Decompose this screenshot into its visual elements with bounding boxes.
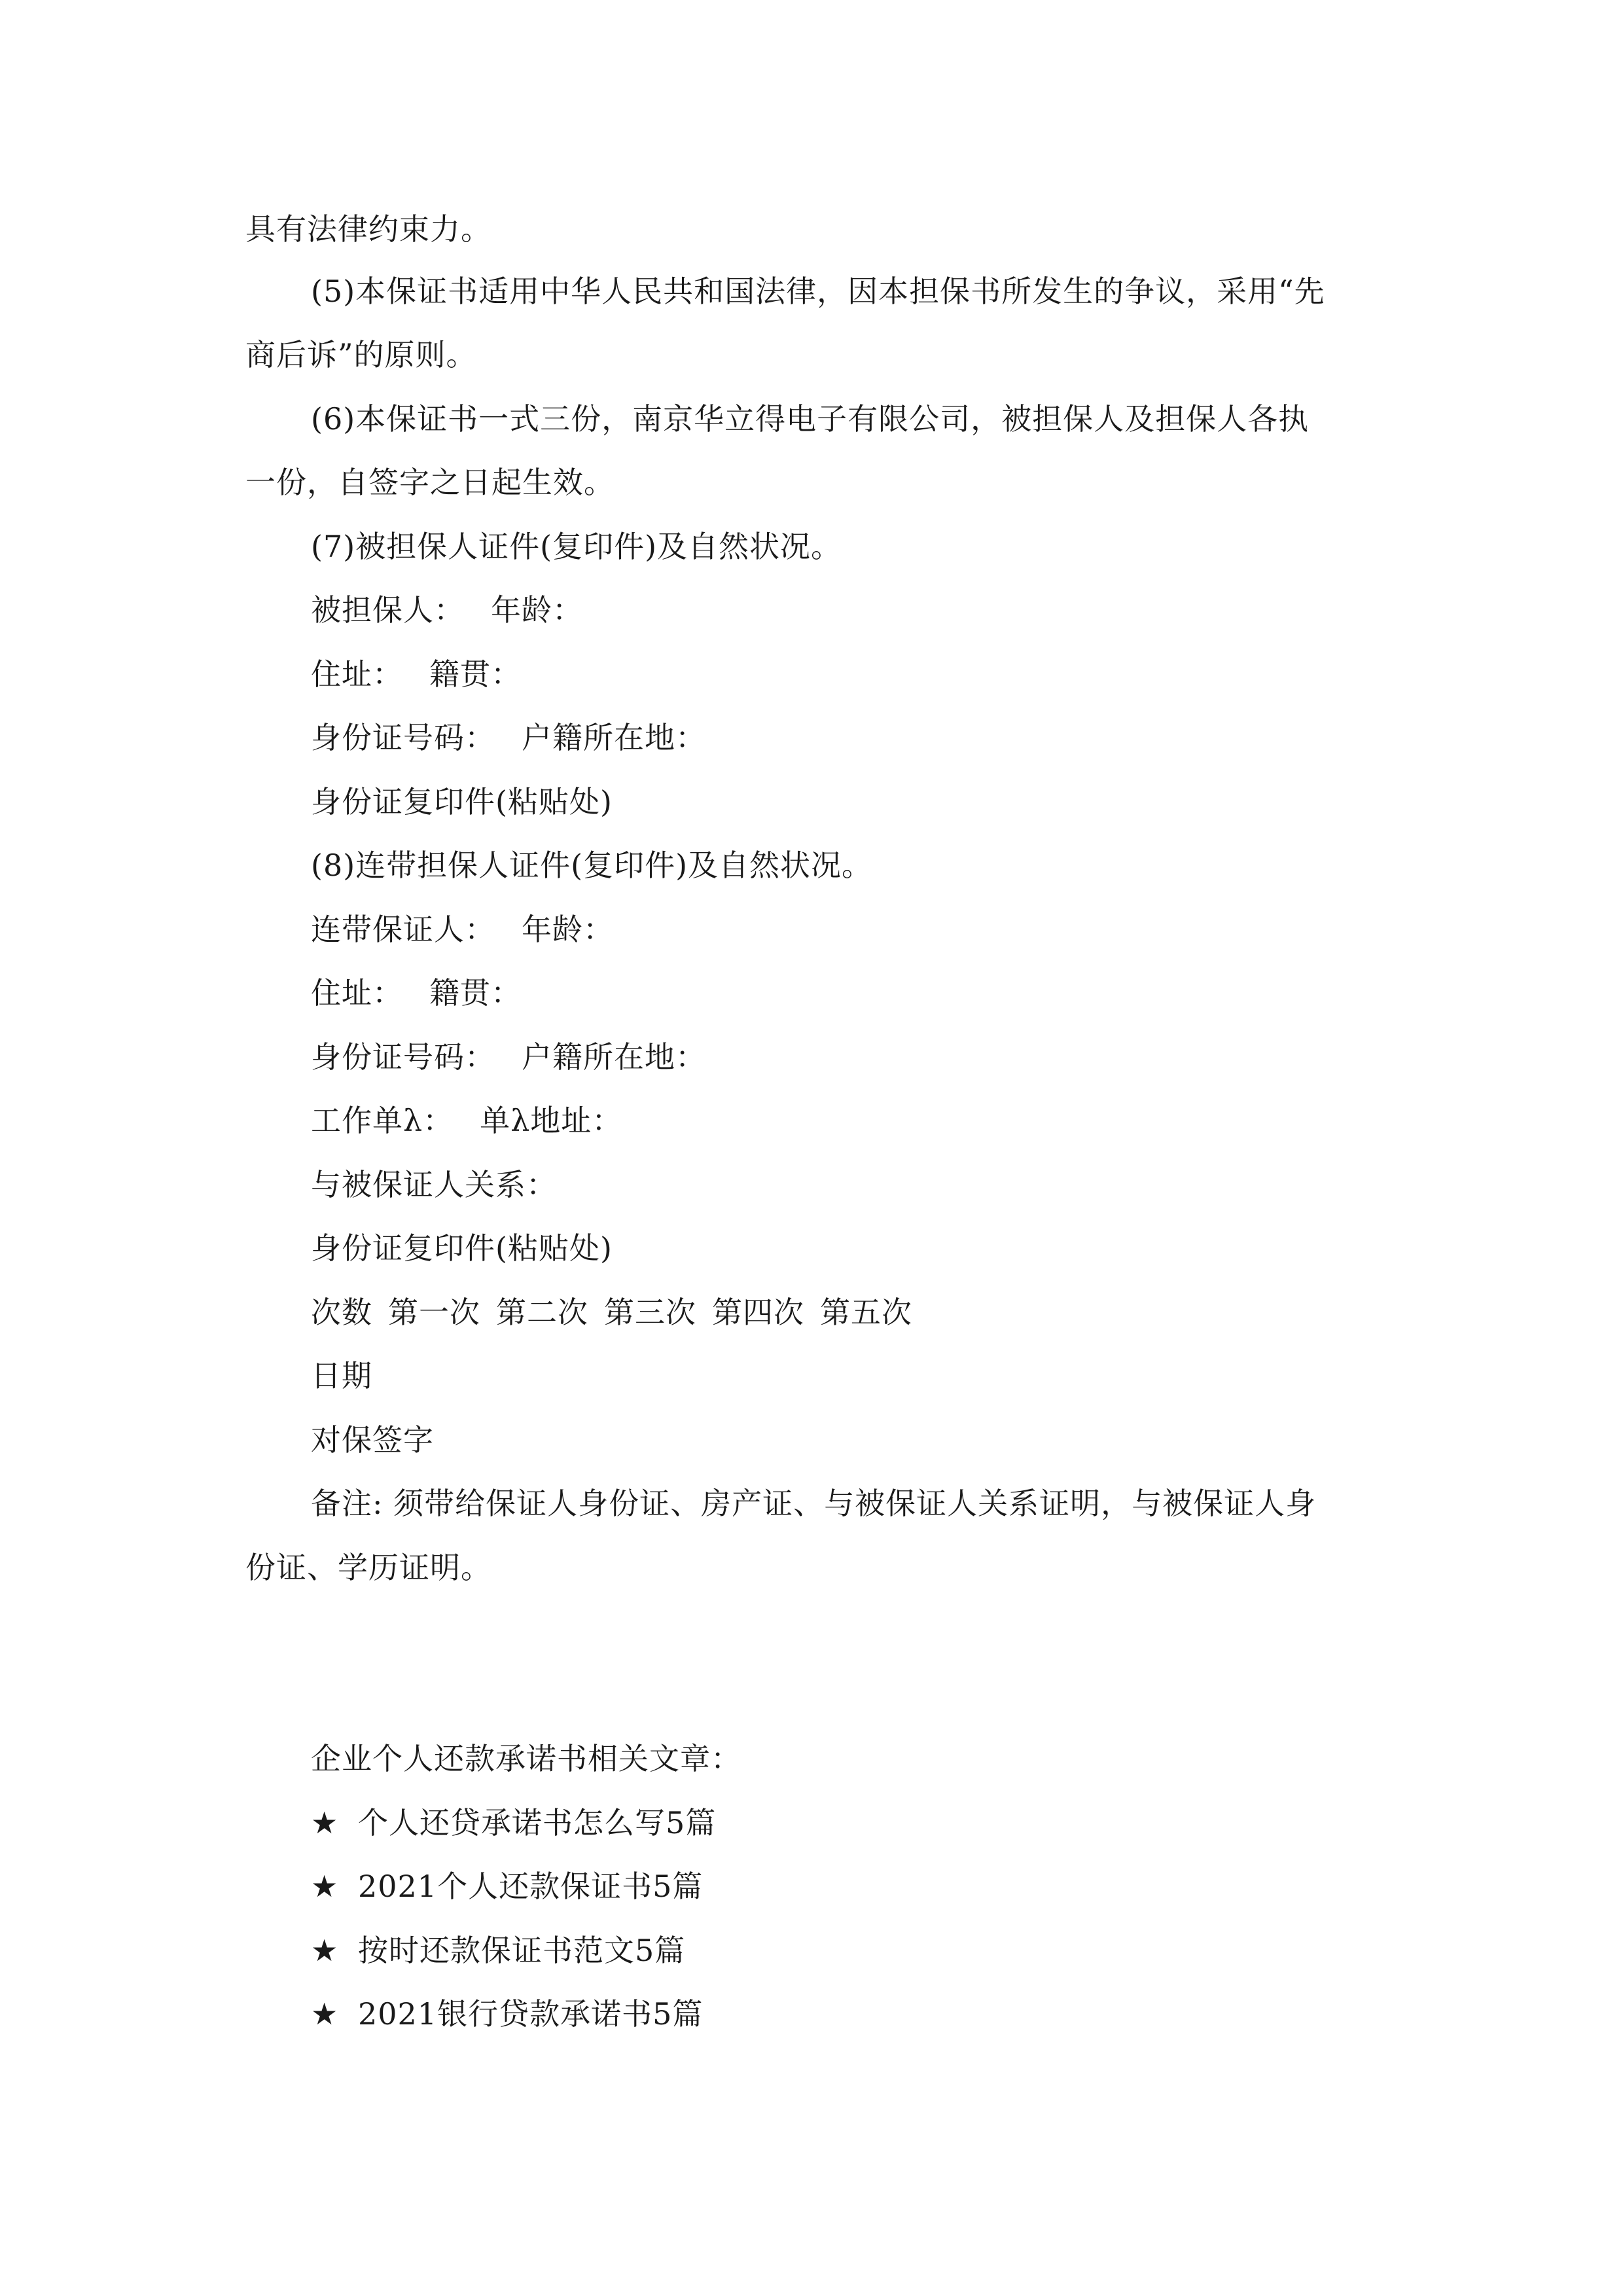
clause-7-heading: (7)被担保人证件(复印件)及自然状况。 bbox=[311, 529, 842, 564]
clause-5-line-1: (5)本保证书适用中华人民共和国法律，因本担保书所发生的争议，采用“先 bbox=[311, 274, 1325, 309]
note-line-2: 份证、学历证明。 bbox=[245, 1550, 491, 1585]
related-article-title[interactable]: 2021个人还款保证书5篇 bbox=[358, 1869, 704, 1904]
related-article-link[interactable] bbox=[311, 1931, 685, 1970]
joint-address-row bbox=[311, 973, 522, 1013]
related-article-title[interactable]: 按时还款保证书范文5篇 bbox=[358, 1933, 686, 1968]
guaranteed-id-row bbox=[311, 718, 706, 757]
star-icon: ★ bbox=[311, 1805, 339, 1840]
star-icon: ★ bbox=[311, 1996, 339, 2032]
joint-id-label: 身份证号码： bbox=[311, 1039, 495, 1075]
visit-item: 第一次 bbox=[388, 1295, 480, 1330]
visit-sign-label: 对保签字 bbox=[311, 1422, 434, 1458]
star-icon: ★ bbox=[311, 1933, 339, 1968]
visit-count-label: 次数 bbox=[311, 1295, 372, 1330]
clause-8-heading: (8)连带担保人证件(复印件)及自然状况。 bbox=[311, 848, 873, 883]
visit-date-label: 日期 bbox=[311, 1358, 372, 1393]
joint-name-row bbox=[311, 910, 614, 949]
related-articles-heading: 企业个人还款承诺书相关文章： bbox=[311, 1741, 741, 1776]
visit-item: 第三次 bbox=[604, 1295, 696, 1330]
guaranteed-age-label: 年龄： bbox=[491, 592, 583, 628]
guaranteed-household-label: 户籍所在地： bbox=[522, 720, 706, 755]
guaranteed-id-label: 身份证号码： bbox=[311, 720, 495, 755]
visit-count-row bbox=[311, 1293, 912, 1332]
guaranteed-id-copy-label: 身份证复印件(粘贴处) bbox=[311, 784, 613, 819]
guaranteed-name-row bbox=[311, 590, 583, 630]
related-article-title[interactable]: 个人还贷承诺书怎么写5篇 bbox=[358, 1805, 717, 1840]
visit-item: 第二次 bbox=[496, 1295, 588, 1330]
related-article-title[interactable]: 2021银行贷款承诺书5篇 bbox=[358, 1996, 704, 2032]
clause-5-line-2: 商后诉”的原则。 bbox=[245, 337, 477, 372]
joint-work-address-label: 单λ地址： bbox=[480, 1103, 623, 1138]
paragraph-continuation: 具有法律约束力。 bbox=[245, 211, 491, 247]
joint-age-label: 年龄： bbox=[522, 912, 614, 947]
joint-address-label: 住址： bbox=[311, 975, 403, 1011]
guaranteed-name-label: 被担保人： bbox=[311, 592, 465, 628]
clause-6-line-2: 一份，自签字之日起生效。 bbox=[245, 465, 615, 500]
guaranteed-address-row bbox=[311, 655, 522, 694]
joint-name-label: 连带保证人： bbox=[311, 912, 495, 947]
guaranteed-address-label: 住址： bbox=[311, 656, 403, 692]
joint-household-label: 户籍所在地： bbox=[522, 1039, 706, 1075]
joint-relation-label: 与被保证人关系： bbox=[311, 1167, 557, 1202]
clause-6-line-1: (6)本保证书一式三份，南京华立得电子有限公司，被担保人及担保人各执 bbox=[311, 401, 1310, 437]
related-article-link[interactable] bbox=[311, 1867, 703, 1906]
joint-id-row bbox=[311, 1037, 706, 1077]
joint-work-label: 工作单λ： bbox=[311, 1103, 454, 1138]
guaranteed-origin-label: 籍贯： bbox=[429, 656, 522, 692]
joint-id-copy-label: 身份证复印件(粘贴处) bbox=[311, 1230, 613, 1266]
joint-origin-label: 籍贯： bbox=[429, 975, 522, 1011]
joint-work-row bbox=[311, 1101, 622, 1140]
note-line-1: 备注: 须带给保证人身份证、房产证、与被保证人关系证明，与被保证人身 bbox=[311, 1486, 1317, 1521]
star-icon: ★ bbox=[311, 1869, 339, 1904]
related-article-link[interactable] bbox=[311, 1994, 703, 2034]
visit-item: 第五次 bbox=[820, 1295, 912, 1330]
related-article-link[interactable] bbox=[311, 1803, 716, 1842]
visit-item: 第四次 bbox=[712, 1295, 804, 1330]
